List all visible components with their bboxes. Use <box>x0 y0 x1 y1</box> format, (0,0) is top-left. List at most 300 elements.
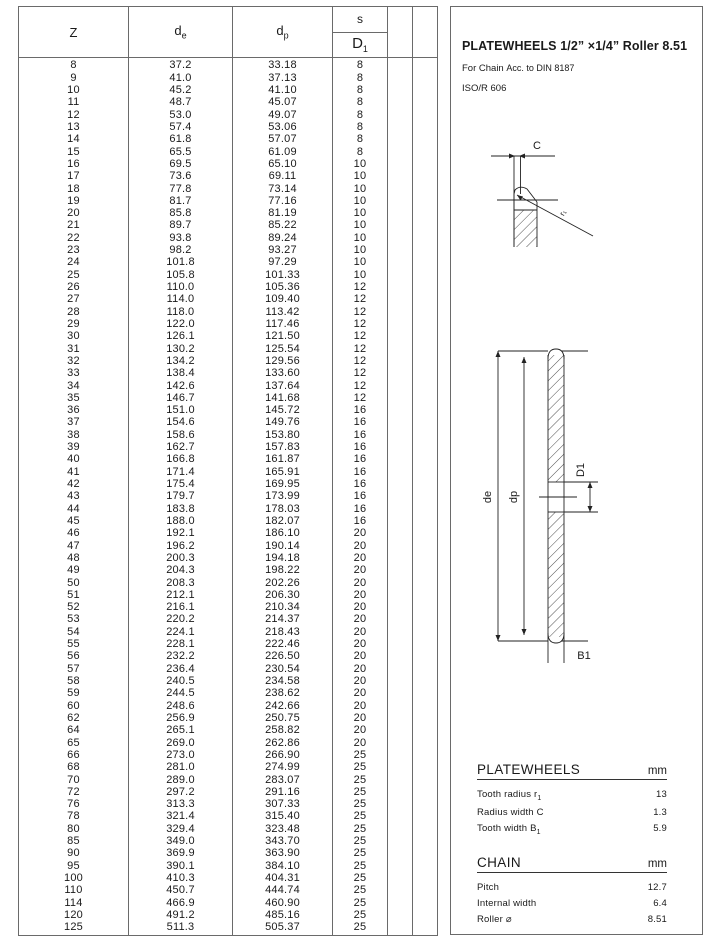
table-cell-de: 98.2 <box>169 244 192 257</box>
table-cell-dp: 343.70 <box>265 835 300 848</box>
table-cell-dp: 85.22 <box>268 219 297 232</box>
spec-row-label-text: Tooth width B <box>477 822 537 834</box>
table-cell-de: 142.6 <box>166 379 195 392</box>
table-header <box>19 7 438 58</box>
table-column-empty-2 <box>413 58 438 936</box>
table-cell-d1: 20 <box>353 662 367 675</box>
table-cell-d1: 10 <box>353 157 367 170</box>
table-cell-dp: 186.10 <box>265 527 300 540</box>
wheel-dimension-b1-label: B1 <box>577 650 591 662</box>
table-cell-z: 72 <box>67 785 80 798</box>
table-cell-d1: 20 <box>353 724 367 737</box>
spec-row-label-text: Pitch <box>477 882 500 893</box>
table-cell-z: 59 <box>67 687 80 700</box>
spec-row-label <box>477 882 499 893</box>
table-cell-d1: 12 <box>353 293 367 306</box>
table-cell-d1: 20 <box>353 564 367 577</box>
table-cell-de: 114.0 <box>166 293 195 306</box>
table-cell-z: 11 <box>67 96 80 109</box>
table-cell-dp: 182.07 <box>265 514 300 527</box>
table-cell-de: 166.8 <box>166 453 195 466</box>
table-cell-z: 114 <box>64 896 83 909</box>
table-cell-de: 240.5 <box>166 675 195 688</box>
table-cell-dp: 169.95 <box>265 478 300 491</box>
table-cell-z: 56 <box>67 650 80 663</box>
title-block <box>462 39 694 94</box>
table-cell-d1: 25 <box>353 773 367 786</box>
table-cell-d1: 25 <box>353 785 367 798</box>
table-cell-d1: 20 <box>353 699 367 712</box>
table-cell-d1: 16 <box>353 441 367 454</box>
dimension-table <box>18 6 438 936</box>
table-cell-dp: 234.58 <box>265 675 300 688</box>
table-cell-d1: 20 <box>353 650 367 663</box>
table-cell-z: 38 <box>67 428 80 441</box>
table-cell-z: 40 <box>67 453 80 466</box>
platewheels-spec-table <box>477 762 667 836</box>
table-cell-z: 32 <box>67 354 80 367</box>
table-cell-z: 10 <box>67 84 80 97</box>
column-header-dp-subscript: p <box>283 30 289 41</box>
table-cell-dp: 250.75 <box>265 711 300 724</box>
table-cell-de: 53.0 <box>169 108 192 121</box>
table-cell-z: 30 <box>67 330 80 343</box>
table-cell-de: 390.1 <box>166 859 195 872</box>
table-cell-de: 77.8 <box>169 182 192 195</box>
table-cell-de: 228.1 <box>166 638 195 651</box>
table-cell-de: 244.5 <box>166 687 195 700</box>
chain-spec-table <box>477 855 667 925</box>
table-cell-de: 192.1 <box>166 527 195 540</box>
spec-row <box>477 898 667 909</box>
table-cell-de: 151.0 <box>166 404 195 417</box>
table-cell-z: 49 <box>67 564 80 577</box>
table-cell-z: 42 <box>67 478 80 491</box>
table-cell-d1: 20 <box>353 576 367 589</box>
table-cell-d1: 20 <box>353 687 367 700</box>
table-cell-z: 17 <box>67 170 80 183</box>
table-cell-d1: 10 <box>353 207 367 220</box>
table-cell-de: 101.8 <box>166 256 195 269</box>
table-cell-d1: 12 <box>353 317 367 330</box>
table-cell-d1: 20 <box>353 675 367 688</box>
table-cell-de: 256.9 <box>166 711 195 724</box>
table-cell-d1: 20 <box>353 613 367 626</box>
spec-row-label-text: Internal width <box>477 898 537 909</box>
table-cell-de: 93.8 <box>169 231 192 244</box>
table-cell-d1: 25 <box>353 761 367 774</box>
table-cell-z: 9 <box>70 71 77 84</box>
table-cell-de: 134.2 <box>166 354 195 367</box>
table-cell-de: 208.3 <box>166 576 195 589</box>
table-cell-z: 50 <box>67 576 80 589</box>
table-cell-z: 15 <box>67 145 80 158</box>
table-cell-dp: 262.86 <box>265 736 300 749</box>
table-cell-de: 37.2 <box>169 59 192 72</box>
table-cell-d1: 10 <box>353 268 367 281</box>
table-cell-z: 80 <box>67 822 80 835</box>
table-cell-d1: 25 <box>353 798 367 811</box>
table-cell-de: 313.3 <box>166 798 195 811</box>
table-cell-d1: 10 <box>353 182 367 195</box>
table-cell-de: 175.4 <box>166 478 195 491</box>
table-cell-d1: 10 <box>353 244 367 257</box>
platewheels-spec-rows <box>477 789 667 836</box>
table-cell-dp: 117.46 <box>265 317 300 330</box>
table-cell-d1: 16 <box>353 490 367 503</box>
table-cell-dp: 73.14 <box>268 182 297 195</box>
table-cell-dp: 53.06 <box>268 120 297 133</box>
spec-row-label <box>477 898 536 909</box>
chain-standard-line <box>462 63 694 74</box>
table-cell-de: 289.0 <box>166 773 195 786</box>
table-cell-z: 44 <box>67 502 80 515</box>
table-cell-d1: 20 <box>353 736 367 749</box>
chain-spec-unit: mm <box>647 858 667 870</box>
table-cell-d1: 16 <box>353 404 367 417</box>
table-cell-dp: 258.82 <box>265 724 300 737</box>
table-cell-z: 27 <box>67 293 80 306</box>
table-cell-dp: 178.03 <box>265 502 300 515</box>
spec-row <box>477 807 667 818</box>
table-cell-d1: 16 <box>353 514 367 527</box>
tooth-radius-r1-label: r₁ <box>557 208 569 218</box>
table-cell-dp: 173.99 <box>265 490 300 503</box>
column-header-d1: $D_1$ <box>333 32 388 58</box>
table-cell-de: 265.1 <box>166 724 195 737</box>
table-cell-d1: 20 <box>353 625 367 638</box>
table-cell-dp: 153.80 <box>265 428 300 441</box>
table-cell-d1: 25 <box>353 847 367 860</box>
table-cell-de: 154.6 <box>166 416 195 429</box>
table-cell-dp: 109.40 <box>265 293 300 306</box>
table-cell-de: 162.7 <box>166 441 195 454</box>
wheel-dimension-de-label: de <box>482 490 494 504</box>
table-cell-z: 45 <box>67 514 80 527</box>
table-cell-z: 52 <box>67 601 80 614</box>
table-cell-dp: 210.34 <box>265 601 300 614</box>
table-cell-z: 60 <box>67 699 80 712</box>
table-cell-dp: 214.37 <box>265 613 300 626</box>
table-cell-dp: 145.72 <box>265 404 300 417</box>
table-cell-d1: 25 <box>353 810 367 823</box>
table-cell-dp: 307.33 <box>265 798 300 811</box>
table-cell-de: 85.8 <box>169 207 192 220</box>
table-cell-z: 34 <box>67 379 80 392</box>
table-cell-dp: 485.16 <box>265 908 300 921</box>
spec-row-label <box>477 823 541 836</box>
table-cell-d1: 10 <box>353 219 367 232</box>
table-cell-de: 212.1 <box>166 588 195 601</box>
table-cell-z: 125 <box>64 921 83 934</box>
table-cell-dp: 283.07 <box>265 773 300 786</box>
spec-row-label-subscript: 1 <box>537 794 542 802</box>
table-cell-dp: 444.74 <box>265 884 300 897</box>
spec-row-value: 12.7 <box>647 882 667 893</box>
table-cell-d1: 25 <box>353 884 367 897</box>
table-cell-dp: 33.18 <box>268 59 297 72</box>
spec-row-label-subscript: 1 <box>536 828 541 836</box>
table-cell-de: 105.8 <box>166 268 195 281</box>
table-cell-d1: 25 <box>353 822 367 835</box>
table-cell-de: 69.5 <box>169 157 192 170</box>
table-cell-dp: 101.33 <box>265 268 300 281</box>
table-cell-z: 21 <box>67 219 80 232</box>
table-cell-d1: 12 <box>353 305 367 318</box>
table-cell-z: 14 <box>67 133 80 146</box>
table-cell-z: 20 <box>67 207 80 220</box>
table-cell-z: 120 <box>64 908 83 921</box>
table-cell-de: 511.3 <box>166 921 195 934</box>
table-cell-z: 70 <box>67 773 80 786</box>
table-cell-z: 35 <box>67 391 80 404</box>
table-cell-z: 28 <box>67 305 80 318</box>
table-cell-z: 39 <box>67 441 80 454</box>
table-cell-z: 57 <box>67 662 80 675</box>
table-cell-de: 171.4 <box>166 465 195 478</box>
table-cell-dp: 242.66 <box>265 699 300 712</box>
table-column-de <box>129 58 233 936</box>
table-cell-d1: 12 <box>353 379 367 392</box>
table-cell-dp: 460.90 <box>265 896 300 909</box>
table-cell-de: 146.7 <box>166 391 195 404</box>
table-cell-dp: 505.37 <box>265 921 300 934</box>
spec-row-label-text: Radius width C <box>477 806 544 818</box>
table-cell-dp: 41.10 <box>268 84 297 97</box>
table-cell-z: 37 <box>67 416 80 429</box>
table-cell-dp: 161.87 <box>265 453 300 466</box>
table-cell-z: 24 <box>67 256 80 269</box>
table-cell-de: 81.7 <box>169 194 192 207</box>
table-cell-de: 122.0 <box>166 317 195 330</box>
table-cell-z: 62 <box>67 711 80 724</box>
table-cell-d1: 16 <box>353 416 367 429</box>
table-cell-dp: 266.90 <box>265 748 300 761</box>
table-body <box>19 58 438 936</box>
table-cell-de: 204.3 <box>166 564 195 577</box>
table-cell-dp: 222.46 <box>265 638 300 651</box>
spec-row <box>477 823 667 836</box>
table-cell-d1: 8 <box>356 71 364 84</box>
table-cell-de: 321.4 <box>166 810 195 823</box>
table-cell-z: 12 <box>67 108 80 121</box>
column-header-z: Z <box>19 7 129 58</box>
column-header-de: $d_e$ <box>129 7 233 58</box>
table-cell-d1: 20 <box>353 551 367 564</box>
table-cell-d1: 16 <box>353 453 367 466</box>
table-cell-de: 349.0 <box>166 835 195 848</box>
table-cell-z: 31 <box>67 342 80 355</box>
table-cell-z: 58 <box>67 675 80 688</box>
chain-spec-rows <box>477 882 667 925</box>
chain-spec-header <box>477 855 667 873</box>
table-cell-dp: 105.36 <box>265 281 300 294</box>
table-cell-de: 179.7 <box>166 490 195 503</box>
table-cell-z: 47 <box>67 539 80 552</box>
platewheels-spec-unit: mm <box>647 765 667 777</box>
table-cell-d1: 16 <box>353 502 367 515</box>
spec-row <box>477 914 667 925</box>
spec-row-label-text: Tooth radius r <box>477 789 538 800</box>
tooth-profile-drawing <box>453 132 703 247</box>
table-cell-dp: 65.10 <box>268 157 297 170</box>
table-cell-z: 18 <box>67 182 80 195</box>
table-cell-de: 248.6 <box>166 699 195 712</box>
table-cell-d1: 16 <box>353 428 367 441</box>
spec-row-label <box>477 914 512 925</box>
table-cell-dp: 206.30 <box>265 588 300 601</box>
table-cell-de: 196.2 <box>166 539 195 552</box>
wheel-dimension-d1-label: D1 <box>575 462 587 478</box>
table-cell-z: 13 <box>67 120 80 133</box>
din-standard-label: Acc. to DIN 8187 <box>506 63 575 73</box>
table-cell-de: 183.8 <box>166 502 195 515</box>
table-cell-dp: 291.16 <box>265 785 300 798</box>
table-cell-z: 100 <box>64 872 83 885</box>
table-cell-dp: 194.18 <box>265 551 300 564</box>
spec-row-value: 5.9 <box>653 822 667 834</box>
table-cell-z: 36 <box>67 404 80 417</box>
table-cell-d1: 25 <box>353 748 367 761</box>
table-cell-de: 369.9 <box>166 847 195 860</box>
table-cell-d1: 20 <box>353 539 367 552</box>
table-column-empty-1 <box>388 58 413 936</box>
table-cell-d1: 8 <box>356 133 364 146</box>
table-cell-dp: 45.07 <box>268 96 297 109</box>
table-cell-de: 110.0 <box>166 281 195 294</box>
spec-row-value: 1.3 <box>653 806 667 818</box>
table-column-dp <box>233 58 333 936</box>
table-cell-d1: 20 <box>353 588 367 601</box>
table-cell-de: 216.1 <box>166 601 195 614</box>
table-cell-dp: 57.07 <box>268 133 297 146</box>
table-cell-z: 43 <box>67 490 80 503</box>
spec-row <box>477 882 667 893</box>
table-cell-z: 29 <box>67 317 80 330</box>
table-cell-d1: 8 <box>356 145 364 158</box>
table-cell-z: 26 <box>67 281 80 294</box>
table-column-z <box>19 58 129 936</box>
table-cell-d1: 12 <box>353 330 367 343</box>
table-cell-dp: 37.13 <box>268 71 297 84</box>
table-cell-d1: 20 <box>353 527 367 540</box>
table-cell-de: 57.4 <box>169 120 192 133</box>
table-cell-de: 269.0 <box>166 736 195 749</box>
for-chain-label: For Chain <box>462 63 504 74</box>
table-cell-z: 110 <box>64 884 83 897</box>
table-cell-d1: 20 <box>353 601 367 614</box>
column-header-dp: $d_p$ <box>233 7 333 58</box>
table-cell-d1: 10 <box>353 256 367 269</box>
table-cell-z: 55 <box>67 638 80 651</box>
table-cell-d1: 12 <box>353 281 367 294</box>
table-cell-d1: 16 <box>353 478 367 491</box>
table-cell-dp: 157.83 <box>265 441 300 454</box>
table-cell-de: 130.2 <box>166 342 195 355</box>
table-cell-de: 200.3 <box>166 551 195 564</box>
table-cell-dp: 137.64 <box>265 379 300 392</box>
table-cell-z: 90 <box>67 847 80 860</box>
table-cell-z: 51 <box>67 588 80 601</box>
table-cell-z: 65 <box>67 736 80 749</box>
table-cell-z: 66 <box>67 748 80 761</box>
table-cell-z: 64 <box>67 724 80 737</box>
table-cell-dp: 198.22 <box>265 564 300 577</box>
table-cell-d1: 8 <box>356 59 364 72</box>
table-cell-dp: 238.62 <box>265 687 300 700</box>
table-cell-z: 53 <box>67 613 80 626</box>
table-cell-de: 41.0 <box>169 71 192 84</box>
table-cell-dp: 133.60 <box>265 367 300 380</box>
table-cell-z: 76 <box>67 798 80 811</box>
table-cell-dp: 384.10 <box>265 859 300 872</box>
dimension-table-panel <box>18 6 437 935</box>
table-cell-dp: 190.14 <box>265 539 300 552</box>
table-cell-d1: 10 <box>353 194 367 207</box>
column-header-empty-1 <box>388 7 413 58</box>
table-cell-d1: 8 <box>356 120 364 133</box>
table-cell-dp: 323.48 <box>265 822 300 835</box>
spec-row-value: 13 <box>656 789 667 800</box>
table-cell-z: 68 <box>67 761 80 774</box>
table-cell-dp: 89.24 <box>268 231 297 244</box>
table-cell-z: 41 <box>67 465 80 478</box>
table-cell-dp: 77.16 <box>268 194 297 207</box>
table-cell-z: 22 <box>67 231 80 244</box>
table-cell-z: 46 <box>67 527 80 540</box>
table-cell-z: 16 <box>67 157 80 170</box>
table-cell-z: 19 <box>67 194 80 207</box>
table-cell-de: 126.1 <box>166 330 195 343</box>
column-header-de-subscript: e <box>181 30 187 41</box>
table-cell-de: 410.3 <box>166 872 195 885</box>
table-cell-z: 25 <box>67 268 80 281</box>
column-header-d1-subscript: 1 <box>362 44 368 55</box>
table-cell-d1: 25 <box>353 859 367 872</box>
column-header-s: s <box>333 7 388 33</box>
wheel-dimension-dp-label: dp <box>508 490 520 504</box>
table-cell-de: 188.0 <box>166 514 195 527</box>
table-cell-dp: 274.99 <box>265 761 300 774</box>
table-cell-dp: 93.27 <box>268 244 297 257</box>
table-cell-d1: 10 <box>353 231 367 244</box>
table-cell-d1: 16 <box>353 465 367 478</box>
table-cell-z: 48 <box>67 551 80 564</box>
table-cell-d1: 25 <box>353 896 367 909</box>
spec-row-label-text: Roller ⌀ <box>477 914 512 925</box>
table-cell-de: 466.9 <box>166 896 195 909</box>
table-cell-dp: 81.19 <box>268 207 297 220</box>
table-cell-z: 23 <box>67 244 80 257</box>
table-cell-de: 118.0 <box>166 305 195 318</box>
table-cell-dp: 97.29 <box>268 256 297 269</box>
table-cell-de: 158.6 <box>166 428 195 441</box>
table-cell-z: 78 <box>67 810 80 823</box>
spec-row-label <box>477 807 544 818</box>
table-cell-d1: 8 <box>356 84 364 97</box>
table-cell-de: 61.8 <box>169 133 192 146</box>
table-cell-z: 8 <box>70 59 77 72</box>
table-cell-dp: 404.31 <box>265 872 300 885</box>
table-cell-d1: 25 <box>353 835 367 848</box>
table-cell-de: 138.4 <box>166 367 195 380</box>
table-cell-de: 89.7 <box>169 219 192 232</box>
table-cell-de: 491.2 <box>166 908 195 921</box>
tooth-dimension-c-label: C <box>533 140 541 152</box>
table-cell-dp: 149.76 <box>265 416 300 429</box>
table-cell-dp: 363.90 <box>265 847 300 860</box>
table-cell-d1: 25 <box>353 921 367 934</box>
